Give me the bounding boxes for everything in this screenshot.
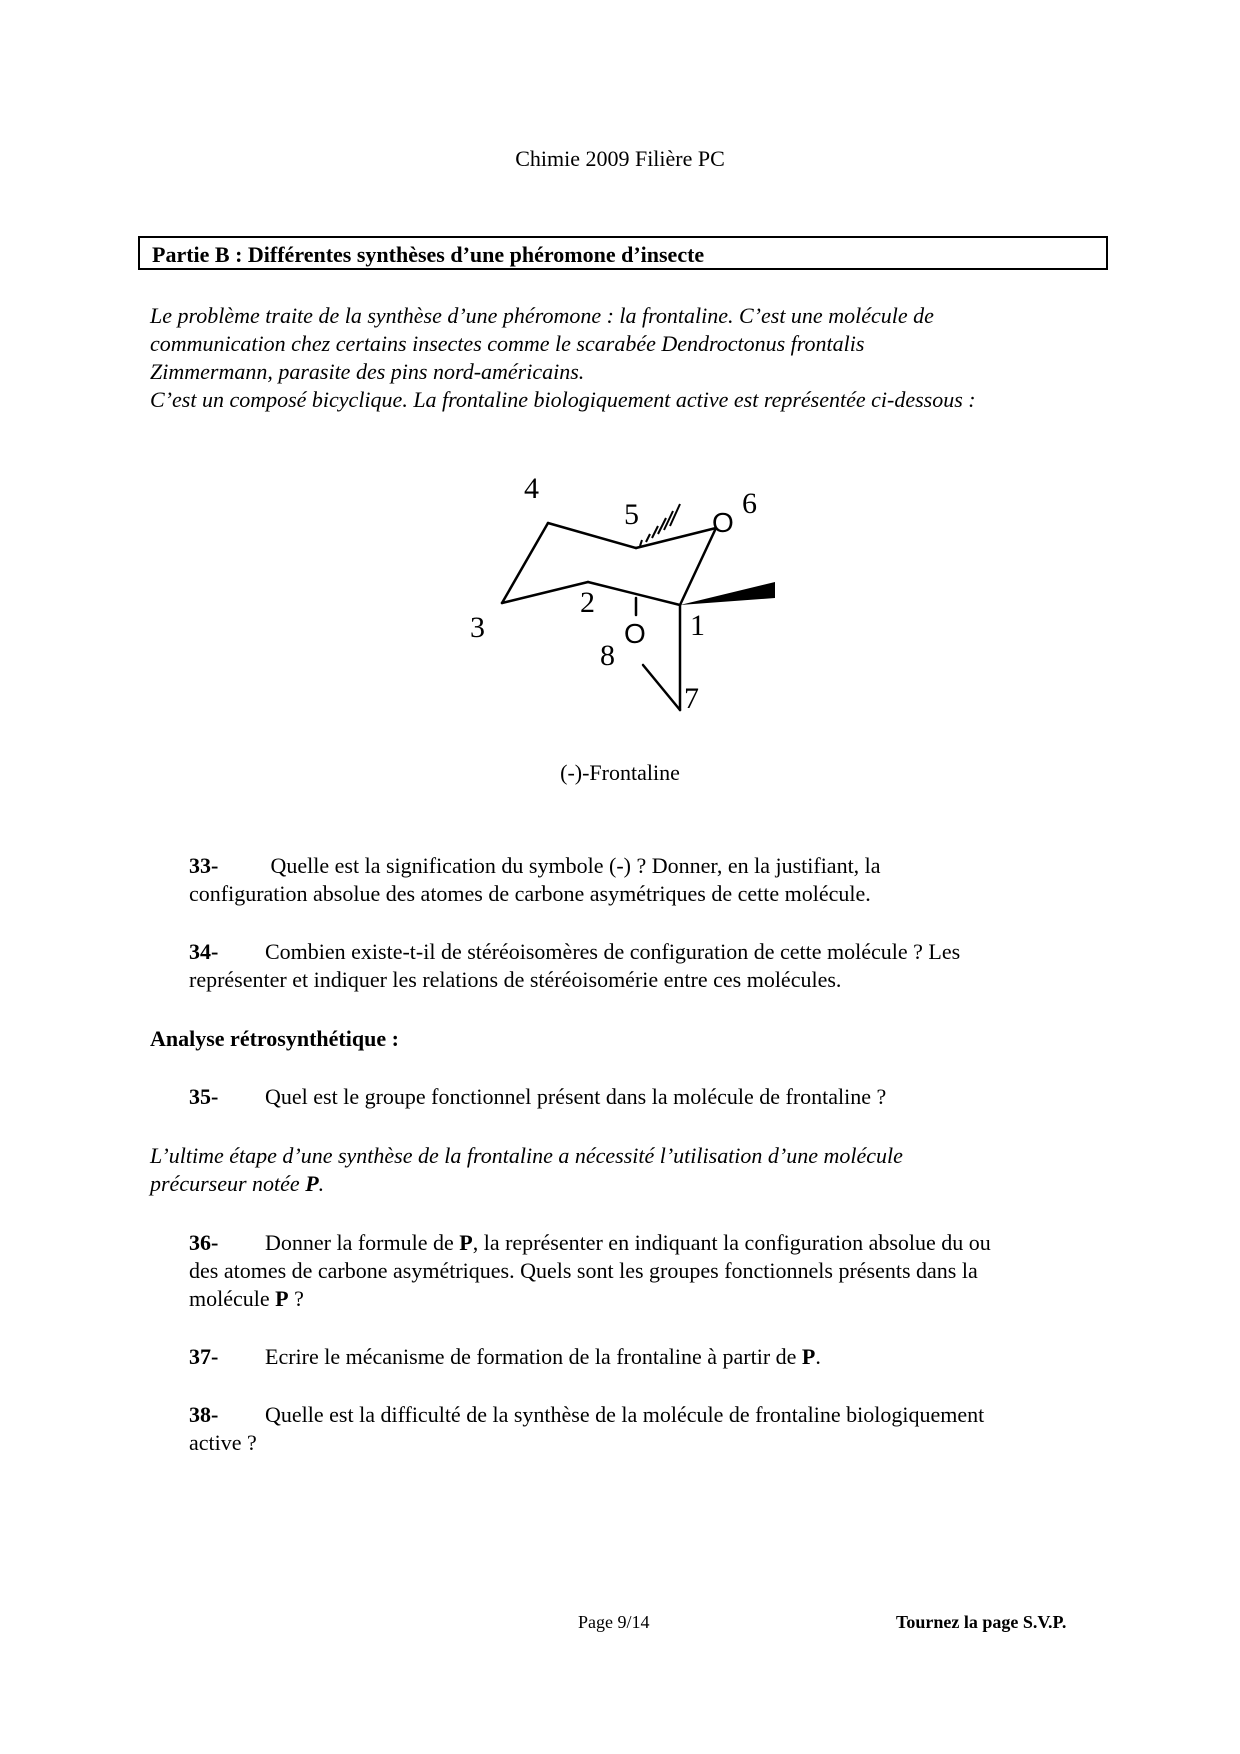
turn-page-note: Tournez la page S.V.P.	[896, 1612, 1067, 1632]
label-c2: 2	[580, 586, 595, 619]
retro-line-2: précurseur notée P.	[150, 1171, 325, 1196]
question-37: 37- Ecrire le mécanisme de formation de la frontaline à partir de P.	[189, 1344, 821, 1369]
section-title-box: Partie B : Différentes synthèses d’une phéromone d’insecte	[138, 236, 1108, 270]
question-number: 35-	[189, 1084, 219, 1109]
question-34-line-2: représenter et indiquer les relations de stéréoisomérie entre ces molécules.	[189, 967, 842, 992]
frontaline-structure	[0, 440, 1240, 740]
retro-line-1: L’ultime étape d’une synthèse de la frontaline a nécessité l’utilisation d’une molécule	[150, 1143, 903, 1168]
label-c5: 5	[624, 498, 639, 531]
intro-line-3: Zimmermann, parasite des pins nord-américains.	[150, 359, 585, 384]
molecule-caption: (-)-Frontaline	[560, 760, 680, 785]
bond-o6-c1	[680, 528, 716, 605]
question-number: 37-	[189, 1344, 219, 1369]
question-36-line-3: molécule P ?	[189, 1286, 304, 1311]
bond-c4-c3	[502, 523, 548, 603]
question-number: 33-	[189, 853, 219, 878]
question-38: 38- Quelle est la difficulté de la synthèse de la molécule de frontaline biologiquement	[189, 1402, 985, 1427]
label-c1: 1	[690, 609, 705, 642]
intro-line-1: Le problème traite de la synthèse d’une phéromone : la frontaline. C’est une molécule de	[150, 303, 934, 328]
page-number: Page 9/14	[578, 1612, 650, 1632]
question-number: 36-	[189, 1230, 219, 1255]
page-header-title: Chimie 2009 Filière PC	[515, 146, 725, 171]
label-o6: 6	[742, 487, 757, 520]
bond-o8-c7	[643, 665, 680, 710]
question-33: 33- Quelle est la signification du symbole (-) ? Donner, en la justifiant, la	[189, 853, 881, 878]
question-34: 34- Combien existe-t-il de stéréoisomères de configuration de cette molécule ? Les	[189, 939, 961, 964]
question-number: 34-	[189, 939, 219, 964]
atom-o6: O	[712, 507, 734, 538]
bond-c4-c5	[548, 523, 636, 548]
question-35: 35- Quel est le groupe fonctionnel présent dans la molécule de frontaline ?	[189, 1084, 887, 1109]
retro-heading: Analyse rétrosynthétique :	[150, 1026, 399, 1051]
question-36-line-2: des atomes de carbone asymétriques. Quels sont les groupes fonctionnels présents dans la	[189, 1258, 978, 1283]
label-c7: 7	[684, 682, 699, 715]
label-c3: 3	[470, 611, 485, 644]
bond-c3-c2	[502, 582, 588, 603]
label-c4: 4	[524, 472, 539, 505]
intro-line-4: C’est un composé bicyclique. La frontaline biologiquement active est représentée ci-dessous :	[150, 387, 976, 412]
question-38-line-2: active ?	[189, 1430, 257, 1455]
label-o8: 8	[600, 639, 615, 672]
question-33-line-2: configuration absolue des atomes de carbone asymétriques de cette molécule.	[189, 881, 871, 906]
atom-o8: O	[624, 618, 646, 649]
bond-c2-c1	[588, 582, 680, 605]
question-number: 38-	[189, 1402, 219, 1427]
question-36: 36- Donner la formule de P, la représenter en indiquant la configuration absolue du ou	[189, 1230, 991, 1255]
wedge-bond-methyl	[680, 582, 775, 605]
intro-line-2: communication chez certains insectes comme le scarabée Dendroctonus frontalis	[150, 331, 865, 356]
